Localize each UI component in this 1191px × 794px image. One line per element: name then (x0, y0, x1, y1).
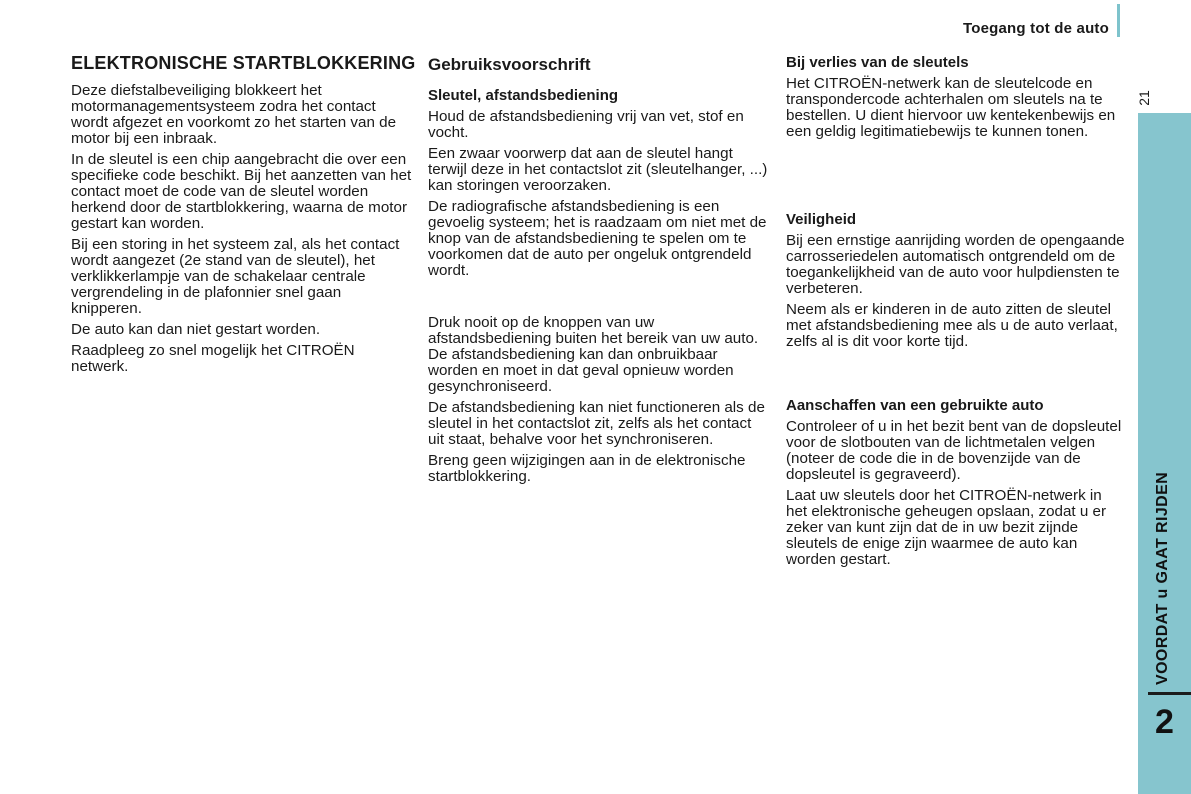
section-title-startblokkering: ELEKTRONISCHE STARTBLOKKERING (71, 53, 416, 73)
paragraph: Bij een storing in het systeem zal, als het contact wordt aangezet (2e stand van de sleutel), het verklikkerlampje van de schakelaar centrale vergrendeling in de plafonnier snel gaan knipperen. (71, 236, 400, 317)
subsection-title-verlies: Bij verlies van de sleutels (786, 54, 969, 71)
paragraph: Druk nooit op de knoppen van uw afstandsbediening buiten het bereik van uw auto. De afstandsbediening kan dan onbruikbaar worden en moet in dat geval opnieuw worden gesynchroniseerd. (428, 314, 759, 395)
paragraph: De afstandsbediening kan niet functioneren als de sleutel in het contactslot zit, zelfs als het contact uit staat, behalve voor het synchroniseren. (428, 399, 765, 448)
paragraph: Laat uw sleutels door het CITROËN-netwerk in het elektronische geheugen opslaan, zodat u er zeker van kunt zijn dat de in uw bezit zijnde sleutels de enige zijn waarmee de auto kan worden gestart. (786, 487, 1107, 568)
header-divider (1117, 4, 1120, 37)
paragraph: In de sleutel is een chip aangebracht die over een specifieke code beschikt. Bij het aanzetten van het contact moet de code van de sleutel worden herkend door de startblokkering, waarna de motor gestart kan worden. (71, 151, 412, 232)
column-gebruiksvoorschrift (428, 52, 768, 490)
paragraph: Houd de afstandsbediening vrij van vet, stof en vocht. (428, 108, 744, 141)
paragraph: De radiografische afstandsbediening is een gevoelig systeem; het is raadzaam om niet met de knop van de afstandsbediening te spelen om te voorkomen dat de auto per ongeluk ontgrendeld wordt. (428, 198, 767, 279)
section-title-gebruiksvoorschrift: Gebruiksvoorschrift (428, 55, 591, 74)
subsection-title-sleutel: Sleutel, afstandsbediening (428, 87, 619, 104)
chapter-number: 2 (1155, 703, 1174, 741)
column-sleutels (786, 54, 1126, 573)
page-number: 21 (1136, 90, 1152, 106)
subsection-title-veiligheid: Veiligheid (786, 211, 857, 228)
running-header-title: Toegang tot de auto (962, 20, 1109, 37)
paragraph: Neem als er kinderen in de auto zitten de sleutel met afstandsbediening mee als u de auto verlaat, zelfs al is dit voor korte tijd. (786, 301, 1118, 350)
paragraph: Deze diefstalbeveiliging blokkeert het motormanagementsysteem zodra het contact wordt afgezet en voorkomt zo het starten van de motor bij een inbraak. (71, 82, 397, 147)
paragraph: Een zwaar voorwerp dat aan de sleutel hangt terwijl deze in het contactslot zit (sleutelhanger, ...) kan storingen veroorzaken. (428, 145, 768, 194)
paragraph: Bij een ernstige aanrijding worden de opengaande carrosseriedelen automatisch ontgrendeld om de toegankelijkheid van de auto voor hulpdiensten te verbeteren. (786, 232, 1125, 297)
paragraph: Het CITROËN-netwerk kan de sleutelcode en transpondercode achterhalen om sleutels na te bestellen. U dient hiervoor uw kentekenbewijs en een geldig legitimatiebewijs te kunnen tonen. (786, 75, 1116, 140)
paragraph: Controleer of u in het bezit bent van de dopsleutel voor de slotbouten van de lichtmetalen velgen (noteer de code die in de bovenzijde van de dopsleutel is gegraveerd). (786, 418, 1122, 483)
chapter-tab-label: VOORDAT u GAAT RIJDEN (1154, 471, 1171, 685)
chapter-tab-divider (1148, 692, 1191, 695)
paragraph: Raadpleeg zo snel mogelijk het CITROËN netwerk. (71, 342, 355, 375)
column-startblokkering (71, 52, 416, 380)
subsection-title-gebruikte-auto: Aanschaffen van een gebruikte auto (786, 397, 1044, 414)
paragraph: De auto kan dan niet gestart worden. (71, 321, 321, 338)
paragraph: Breng geen wijzigingen aan in de elektronische startblokkering. (428, 452, 746, 485)
